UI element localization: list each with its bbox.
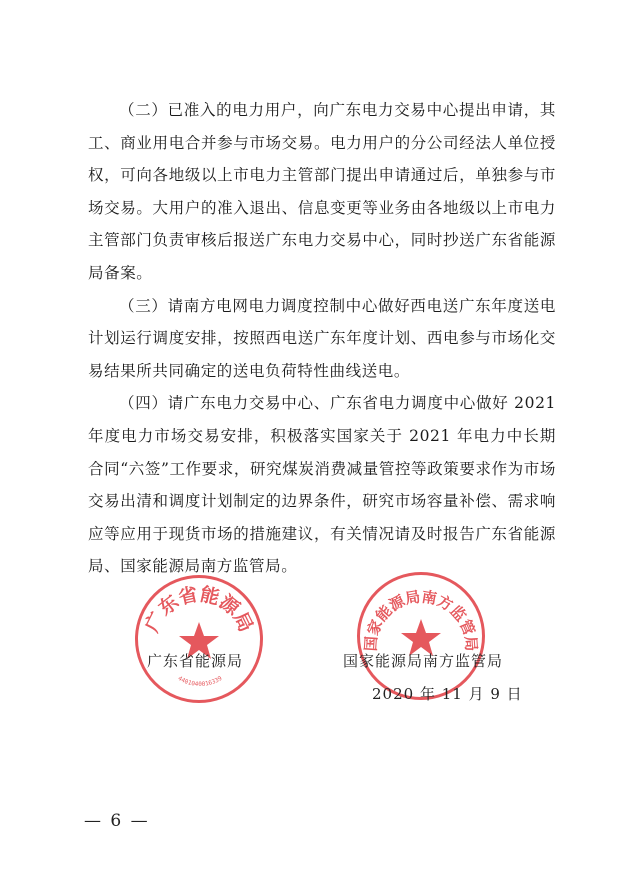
signature-right: 国家能源局南方监管局 bbox=[343, 652, 504, 670]
document-body bbox=[88, 94, 556, 583]
signature-left: 广东省能源局 bbox=[147, 652, 244, 670]
page-number: — 6 — bbox=[84, 811, 150, 831]
signature-date: 2020 年 11 月 9 日 bbox=[372, 685, 523, 703]
paragraph-2: （二）已准入的电力用户，向广东电力交易中心提出申请，其工、商业用电合并参与市场交易。电力用户的分公司经法人单位授权，可向各地级以上市电力主管部门提出申请通过后，单独参与市场交易。大用户的准入退出、信息变更等业务由各地级以上市电力主管部门负责审核后报送广东电力交易中心，同时抄送广东省能源局备案。 bbox=[88, 101, 556, 282]
official-seal-southern-regulatory-bureau bbox=[357, 572, 485, 700]
paragraph-3: （三）请南方电网电力调度控制中心做好西电送广东年度送电计划运行调度安排，按照西电送广东年度计划、西电参与市场化交易结果所共同确定的送电负荷特性曲线送电。 bbox=[88, 296, 556, 380]
seal-arc-text: 广东省能源局 bbox=[141, 583, 257, 636]
paragraph-4: （四）请广东电力交易中心、广东省电力调度中心做好 2021 年度电力市场交易安排，积极落实国家关于 2021 年电力中长期合同“六签”工作要求，研究煤炭消费减量管控等政策要求作为市场交易出清和调度计划制定的边界条件，研究市场容量补偿、需求响应等应用于现货市场的措施建议，有关情况请及时报告广东省能源局、国家能源局南方监管局。 bbox=[88, 394, 556, 576]
seal-graphic bbox=[360, 575, 482, 697]
seal-code: 4401040016339 bbox=[176, 674, 224, 688]
seal-arc-text: 国家能源局南方监管局 bbox=[361, 587, 481, 652]
official-seal-guangdong-energy-bureau bbox=[135, 575, 263, 703]
seal-graphic bbox=[138, 578, 260, 700]
